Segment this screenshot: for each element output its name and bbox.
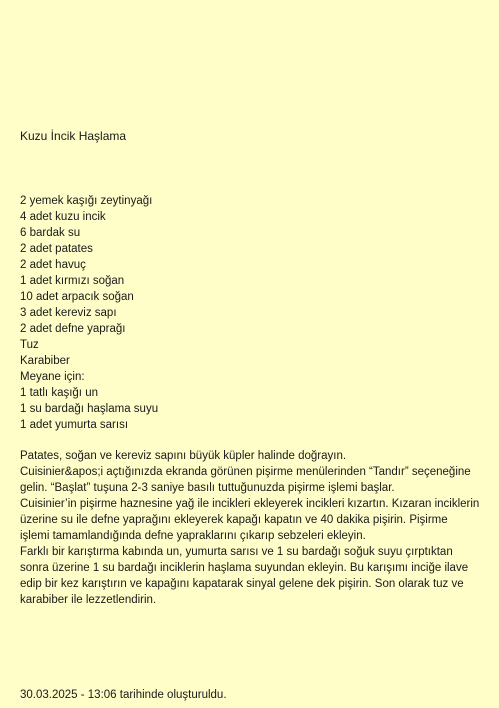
ingredient-item: 2 yemek kaşığı zeytinyağı <box>20 195 153 207</box>
ingredient-item: Karabiber <box>20 355 70 367</box>
instructions <box>20 448 480 608</box>
ingredient-item: 10 adet arpacık soğan <box>20 291 134 303</box>
ingredient-item: 2 adet patates <box>20 243 93 255</box>
ingredient-item: 2 adet defne yaprağı <box>20 323 126 335</box>
instruction-step: Cuisinier’in pişirme haznesine yağ ile incikleri ekleyerek incikleri kızartın. Kızaran inciklerin üzerine su ile defne yaprağını ekleyerek kapağı kapatın ve 40 dakika pişirin. Pişirme işlemi tamamlandığında defne yapraklarını çıkarıp sebzeleri ekleyin. <box>20 498 480 542</box>
ingredient-list <box>20 193 158 433</box>
ingredient-item: 1 tatlı kaşığı un <box>20 387 98 399</box>
ingredient-item: 1 su bardağı haşlama suyu <box>20 403 159 415</box>
ingredient-item: Tuz <box>20 339 39 351</box>
instruction-step: Cuisinier&apos;i açtığınızda ekranda görünen pişirme menülerinden “Tandır” seçeneğine gelin. “Başlat” tuşuna 2-3 saniye basılı tuttuğunuzda pişirme işlemi başlar. <box>20 466 471 494</box>
created-timestamp: 30.03.2025 - 13:06 tarihinde oluşturuldu. <box>20 689 227 701</box>
recipe-title: Kuzu İncik Haşlama <box>20 129 127 143</box>
ingredient-item: 6 bardak su <box>20 227 81 239</box>
instruction-step: Patates, soğan ve kereviz sapını büyük küpler halinde doğrayın. <box>20 450 347 462</box>
ingredient-item: 2 adet havuç <box>20 259 86 271</box>
ingredient-item: 4 adet kuzu incik <box>20 211 106 223</box>
ingredient-item: 3 adet kereviz sapı <box>20 307 117 319</box>
ingredient-subheading: Meyane için: <box>20 371 85 383</box>
instruction-step: Farklı bir karıştırma kabında un, yumurta sarısı ve 1 su bardağı soğuk suyu çırptıktan sonra üzerine 1 su bardağı inciklerin haşlama suyundan ekleyin. Bu karışımı inciğe ilave edip bir kez karıştırın ve kapağını kapatarak sinyal gelene dek pişirin. Son olarak tuz ve karabiber ile lezzetlendirin. <box>20 546 469 606</box>
ingredient-item: 1 adet kırmızı soğan <box>20 275 125 287</box>
ingredient-item: 1 adet yumurta sarısı <box>20 419 129 431</box>
